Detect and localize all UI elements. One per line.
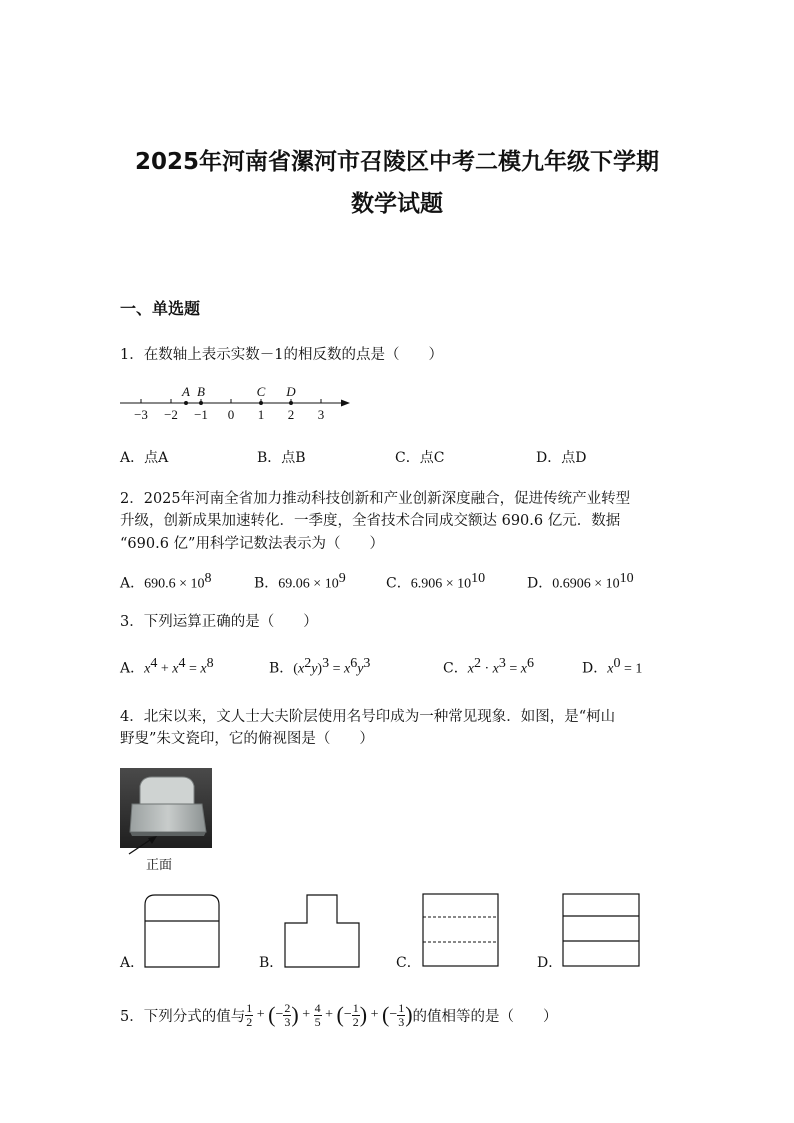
q4-option-a-figure[interactable] — [143, 893, 223, 969]
q2-stem-line3: “690.6 亿”用科学记数法表示为（ ） — [120, 536, 384, 552]
point-a — [184, 401, 188, 405]
tick-label: 2 — [287, 407, 295, 422]
q4-option-d-figure[interactable] — [561, 892, 641, 968]
point-label-b: B — [197, 384, 205, 399]
point-c — [259, 401, 263, 405]
tick-label: 0 — [227, 407, 235, 422]
frac-2-3: $\frac{2}{3}$ — [284, 1000, 291, 1029]
q3-option-d[interactable]: D．$x^0 = 1$ — [582, 656, 643, 677]
q3-stem: 3．下列运算正确的是（ ） — [120, 614, 318, 630]
q4-option-b-figure[interactable] — [283, 893, 363, 969]
q1-option-b[interactable]: B．点B — [257, 450, 306, 466]
point-d — [289, 401, 293, 405]
frac-1-2: $\frac{1}{2}$ — [246, 1000, 253, 1029]
q2-option-b[interactable]: B．$69.06 \times 10^9$ — [254, 571, 346, 592]
tick-label: −1 — [194, 407, 208, 422]
q4-stem-line2: 野叟”朱文瓷印，它的俯视图是（ ） — [120, 731, 374, 747]
q4-stem-line1: 4．北宋以来，文人士大夫阶层使用名号印成为一种常见现象．如图，是“柯山 — [120, 709, 616, 725]
tick-label: 3 — [317, 407, 325, 422]
tick-label: −3 — [134, 407, 148, 422]
q4-option-a-label[interactable]: A． — [120, 955, 145, 971]
q4-option-c-figure[interactable] — [421, 892, 501, 968]
page-title-line1: 2025年河南省漯河市召陵区中考二模九年级下学期 — [134, 149, 659, 175]
frac-1-2-neg: $\frac{1}{2}$ — [352, 1000, 359, 1029]
page-title-line2: 数学试题 — [351, 191, 443, 217]
q2-stem-line2: 升级，创新成果加速转化．一季度，全省技术合同成交额达 690.6 亿元．数据 — [120, 513, 621, 529]
point-label-d: D — [286, 384, 296, 399]
q3-option-b[interactable]: B．$(x^2y)^3 = x^6y^3$ — [269, 656, 371, 677]
q1-option-d[interactable]: D．点D — [536, 450, 587, 466]
q3-option-c[interactable]: C．$x^2 \cdot x^3 = x^6$ — [443, 656, 534, 677]
q1-option-c[interactable]: C．点C — [395, 450, 445, 466]
q2-option-d[interactable]: D．$0.6906 \times 10^{10}$ — [527, 571, 634, 592]
q5-stem: 5．下列分式的值与 $\frac{1}{2}$ + ( − $\frac{2}{3}$ ) + $\frac{4}{5}$ + ( − $\frac{1}{2}$ ) + ( − $\frac{1}{3}$ ) 的值相等的是（ ） — [120, 1000, 558, 1029]
section-heading: 一、单选题 — [120, 299, 201, 318]
q4-option-b-label[interactable]: B． — [259, 955, 284, 971]
q4-option-c-label[interactable]: C． — [396, 955, 421, 971]
q1-option-a[interactable]: A．点A — [120, 450, 169, 466]
q2-option-c[interactable]: C．$6.906 \times 10^{10}$ — [386, 571, 486, 592]
point-label-a: A — [182, 384, 190, 399]
q1-number-line — [118, 382, 358, 427]
front-label: 正面 — [146, 858, 173, 873]
frac-4-5: $\frac{4}{5}$ — [314, 1000, 321, 1029]
point-b — [199, 401, 203, 405]
q2-option-a[interactable]: A．$690.6 \times 10^8$ — [120, 571, 212, 592]
q3-option-a[interactable]: A．$x^4 + x^4 = x^8$ — [120, 656, 214, 677]
tick-label: 1 — [257, 407, 265, 422]
q2-stem-line1: 2．2025年河南全省加力推动科技创新和产业创新深度融合，促进传统产业转型 — [120, 491, 631, 507]
point-label-c: C — [256, 384, 266, 399]
q4-option-d-label[interactable]: D． — [537, 955, 563, 971]
q1-stem: 1．在数轴上表示实数－1的相反数的点是（ ） — [120, 347, 443, 363]
tick-label: −2 — [164, 407, 178, 422]
frac-1-3-neg: $\frac{1}{3}$ — [398, 1000, 405, 1029]
